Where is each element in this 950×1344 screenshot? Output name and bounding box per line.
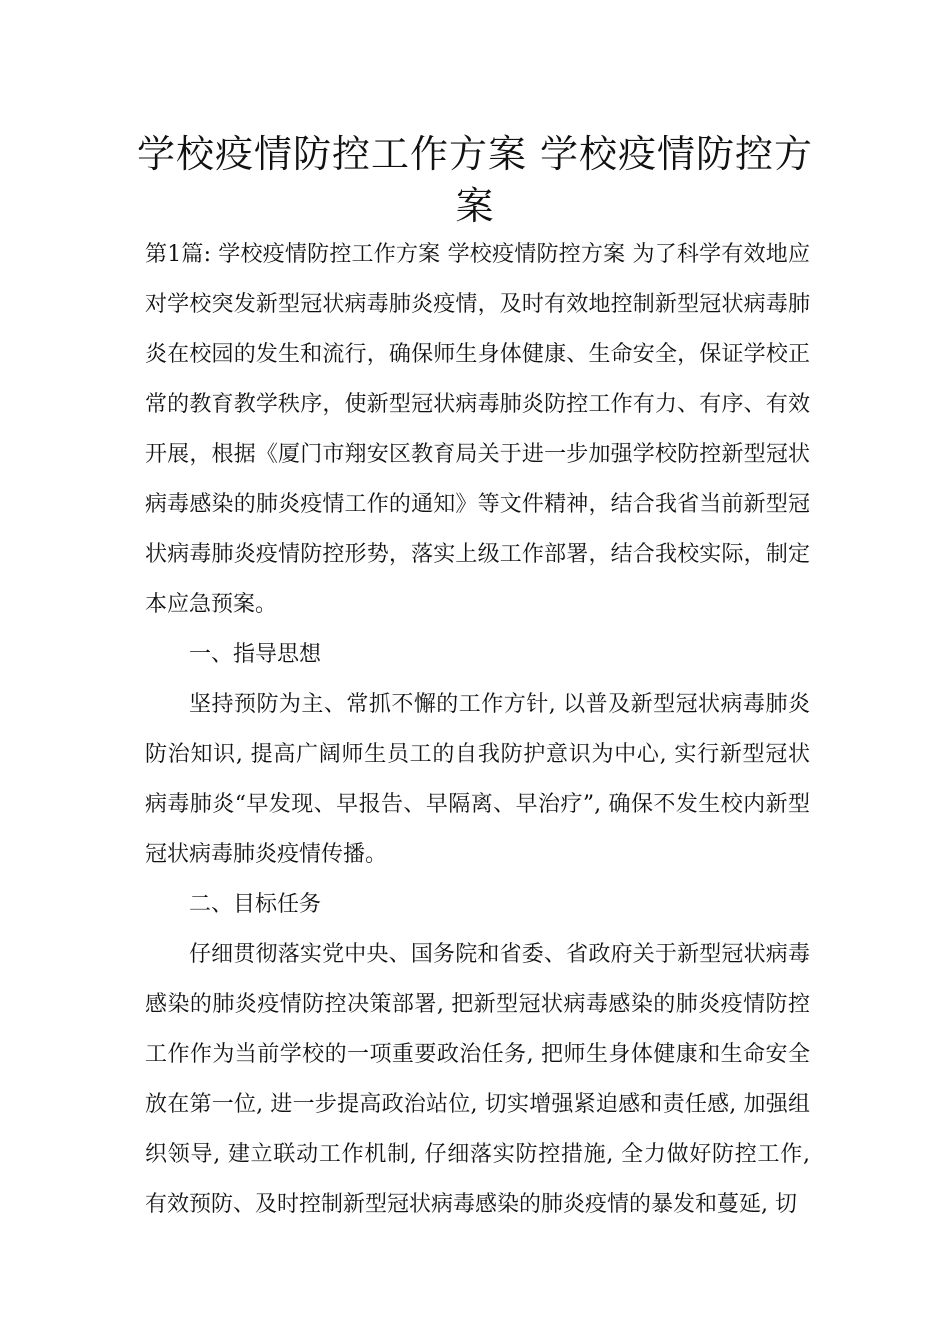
document-title: 学校疫情防控工作方案 学校疫情防控方案 <box>136 132 814 228</box>
section-heading-guiding-ideology: 一、指导思想 <box>189 642 322 667</box>
guiding-ideology-paragraph: 坚持预防为主、常抓不懈的工作方针, 以普及新型冠状病毒肺炎防治知识, 提高广阔师生员工的自我防护意识为中心, 实行新型冠状病毒肺炎“早发现、早报告、早隔离、早治疗”, 确保不发生校内新型冠状病毒肺炎疫情传播。 <box>145 692 810 867</box>
section-heading-objectives: 二、目标任务 <box>189 892 322 917</box>
objectives-paragraph: 仔细贯彻落实党中央、国务院和省委、省政府关于新型冠状病毒感染的肺炎疫情防控决策部署, 把新型冠状病毒感染的肺炎疫情防控工作作为当前学校的一项重要政治任务, 把师生身体健康和生命安全放在第一位, 进一步提高政治站位, 切实增强紧迫感和责任感, 加强组织领导, 建立联动工作机制, 仔细落实防控措施, 全力做好防控工作, 有效预防、及时控制新型冠状病毒感染的肺炎疫情的暴发和蔓延, 切 <box>145 942 810 1217</box>
document-body <box>145 230 810 1230</box>
intro-paragraph: 第1篇: 学校疫情防控工作方案 学校疫情防控方案 为了科学有效地应对学校突发新型冠状病毒肺炎疫情，及时有效地控制新型冠状病毒肺炎在校园的发生和流行，确保师生身体健康、生命安全，保证学校正常的教育教学秩序，使新型冠状病毒肺炎防控工作有力、有序、有效开展，根据《厦门市翔安区教育局关于进一步加强学校防控新型冠状病毒感染的肺炎疫情工作的通知》等文件精神，结合我省当前新型冠状病毒肺炎疫情防控形势，落实上级工作部署，结合我校实际，制定本应急预案。 <box>145 242 810 617</box>
